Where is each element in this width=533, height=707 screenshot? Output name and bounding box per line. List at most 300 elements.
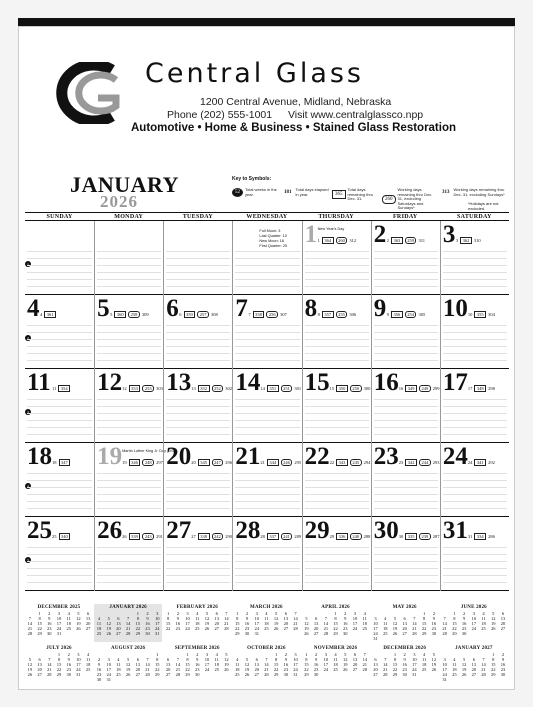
- days-remaining: 352: [198, 385, 210, 392]
- mini-day: 19: [431, 662, 437, 667]
- mini-day: 30: [431, 631, 437, 636]
- mini-day: 11: [333, 657, 338, 662]
- days-elapsed: 31: [467, 534, 473, 539]
- writing-line: [305, 325, 369, 326]
- writing-line: [305, 420, 369, 421]
- day-cell[interactable]: [25, 443, 94, 517]
- day-number: 22: [304, 443, 330, 470]
- mini-calendar-title: MARCH 2026: [250, 605, 283, 610]
- writing-line: [374, 568, 438, 569]
- day-cell[interactable]: [232, 517, 301, 591]
- writing-line: [97, 561, 161, 562]
- mini-day: 15: [304, 662, 309, 667]
- day-cell[interactable]: [371, 295, 440, 369]
- mini-day: 14: [175, 662, 181, 667]
- mini-day: 7: [176, 657, 179, 662]
- mini-day: 20: [85, 621, 91, 626]
- mini-day: 25: [235, 672, 240, 677]
- key-text: Total weeks in the year.: [245, 187, 277, 197]
- mini-day: 5: [77, 611, 80, 616]
- mini-day: 25: [452, 672, 457, 677]
- day-cell[interactable]: [440, 443, 509, 517]
- day-cell[interactable]: [302, 517, 371, 591]
- mini-day: 8: [492, 657, 495, 662]
- writing-line: [235, 575, 299, 576]
- writing-line: [235, 473, 299, 474]
- mini-day: 24: [185, 626, 190, 631]
- mini-day: 5: [225, 652, 228, 657]
- mini-day: 17: [412, 662, 417, 667]
- day-counters: [456, 237, 481, 244]
- writing-line: [305, 360, 369, 361]
- workdays-excl-sundays: 298: [488, 386, 495, 391]
- day-number: 27: [166, 517, 192, 544]
- day-cell[interactable]: [371, 443, 440, 517]
- writing-line: [443, 420, 507, 421]
- day-cell[interactable]: [94, 369, 163, 443]
- mini-day: 7: [384, 657, 387, 662]
- company-website[interactable]: Visit www.centralglassco.npp: [287, 109, 424, 121]
- writing-line: [27, 420, 92, 421]
- mini-day: 26: [27, 672, 33, 677]
- mini-day: 30: [461, 631, 467, 636]
- days-remaining: 361: [44, 311, 56, 318]
- day-number: 24: [442, 443, 468, 470]
- weekday-header: [25, 212, 509, 221]
- mini-day: 9: [196, 657, 199, 662]
- writing-line: [443, 554, 507, 555]
- mini-day: 24: [293, 667, 298, 672]
- mini-calendar-title: JUNE 2026: [460, 605, 487, 610]
- writing-line: [305, 568, 369, 569]
- mini-day: 19: [125, 667, 131, 672]
- mini-day: 23: [195, 667, 200, 672]
- writing-line: [443, 265, 507, 266]
- key-note: *Holidays are not excluded.: [468, 201, 499, 211]
- writing-line: [305, 339, 369, 340]
- mini-day: 5: [274, 611, 278, 616]
- mini-calendar-title: AUGUST 2026: [111, 646, 146, 651]
- day-cell[interactable]: [232, 443, 301, 517]
- day-counters: [191, 533, 232, 540]
- day-cell[interactable]: [163, 369, 232, 443]
- mini-day: 16: [244, 621, 250, 626]
- day-number: 19: [97, 443, 123, 470]
- day-cell[interactable]: [94, 517, 163, 591]
- mini-day: 21: [27, 626, 33, 631]
- days-remaining: 347: [59, 459, 71, 466]
- writing-line: [374, 582, 438, 583]
- mini-day: 19: [76, 621, 81, 626]
- mini-day: 2: [284, 652, 287, 657]
- days-elapsed: 3: [455, 238, 459, 243]
- mini-day: 21: [264, 667, 269, 672]
- workdays-remaining: 239: [419, 533, 431, 540]
- day-cell[interactable]: [232, 295, 301, 369]
- day-cell[interactable]: [94, 295, 163, 369]
- writing-line: [305, 251, 369, 252]
- mini-day: 5: [432, 652, 435, 657]
- mini-day: 13: [214, 616, 219, 621]
- mini-day: 19: [491, 621, 496, 626]
- week-number: 5: [25, 557, 31, 563]
- day-cell[interactable]: [25, 369, 94, 443]
- mini-calendar-grid: [371, 611, 439, 641]
- writing-line: [305, 346, 369, 347]
- mini-day: 25: [214, 667, 219, 672]
- mini-day: 24: [76, 667, 81, 672]
- writing-line: [27, 399, 92, 400]
- mini-day: 5: [462, 657, 466, 662]
- mini-day: 25: [333, 667, 338, 672]
- day-counters: [191, 459, 232, 466]
- writing-line: [235, 286, 299, 287]
- day-cell[interactable]: [232, 369, 301, 443]
- mini-day: 10: [204, 657, 210, 662]
- workdays-excl-sundays: 293: [432, 460, 440, 465]
- writing-line: [166, 554, 230, 555]
- mini-calendar: [371, 645, 439, 683]
- mini-day: 11: [214, 657, 219, 662]
- mini-day: 21: [125, 626, 131, 631]
- mini-day: 16: [145, 621, 150, 626]
- day-cell[interactable]: [94, 443, 178, 517]
- workdays-remaining: 245: [350, 459, 362, 466]
- mini-day: 28: [323, 631, 329, 636]
- mini-day: 15: [37, 621, 42, 626]
- day-cell[interactable]: [232, 221, 301, 295]
- mini-day: 24: [254, 626, 259, 631]
- writing-line: [166, 494, 230, 495]
- mini-day: 19: [106, 626, 111, 631]
- writing-line: [97, 286, 161, 287]
- day-number: 4: [27, 295, 40, 322]
- mini-day: 9: [432, 616, 435, 621]
- mini-day: 11: [362, 616, 367, 621]
- mini-day: 6: [136, 657, 139, 662]
- mini-day: 22: [165, 626, 171, 631]
- mini-day: 19: [461, 667, 467, 672]
- writing-line: [166, 427, 230, 428]
- mini-day: 7: [225, 611, 228, 616]
- mini-calendar: [25, 604, 93, 642]
- day-cell[interactable]: [440, 295, 509, 369]
- mini-day: 29: [273, 672, 279, 677]
- workdays-remaining: 258: [128, 311, 140, 318]
- writing-line: [443, 353, 507, 354]
- days-remaining: 358: [253, 311, 265, 318]
- day-cell[interactable]: [302, 221, 371, 295]
- mini-day: 3: [294, 652, 297, 657]
- days-remaining: 344: [267, 459, 279, 466]
- writing-line: [27, 554, 92, 555]
- mini-day: 17: [352, 621, 358, 626]
- mini-day: 21: [323, 626, 329, 631]
- writing-line: [166, 353, 230, 354]
- workdays-remaining: 252: [212, 385, 224, 392]
- mini-day: 29: [392, 672, 398, 677]
- mini-day: 2: [146, 611, 149, 616]
- key-text: Working days remaining thru Dec. 31, excluding Saturdays and Sundays*: [397, 187, 433, 210]
- moon-phases: [259, 229, 287, 249]
- days-remaining: 338: [198, 533, 210, 540]
- workdays-excl-sundays: 312: [349, 238, 357, 243]
- day-cell[interactable]: [25, 517, 94, 591]
- writing-line: [235, 339, 299, 340]
- mini-calendar-title: FEBRUARY 2026: [176, 605, 218, 610]
- mini-day: 17: [323, 662, 329, 667]
- mini-day: 1: [453, 611, 456, 616]
- mini-day: 4: [117, 657, 120, 662]
- day-number: 6: [166, 295, 179, 322]
- day-cell[interactable]: [25, 221, 94, 295]
- weekday-label: TUESDAY: [182, 214, 213, 220]
- day-number: 31: [442, 517, 468, 544]
- writing-line: [305, 332, 369, 333]
- writing-line: [27, 360, 92, 361]
- mini-day: 2: [344, 611, 347, 616]
- writing-line: [374, 473, 438, 474]
- days-elapsed: 5: [110, 312, 113, 317]
- mini-day: 6: [472, 657, 475, 662]
- writing-line: [305, 575, 369, 576]
- days-remaining: 346: [129, 459, 141, 466]
- mini-day: 25: [66, 626, 71, 631]
- mini-day: 28: [145, 672, 150, 677]
- mini-day: 3: [324, 652, 327, 657]
- day-cell[interactable]: [440, 221, 509, 295]
- writing-line: [443, 561, 507, 562]
- mini-day: 3: [255, 611, 258, 616]
- mini-calendar: [25, 645, 93, 683]
- writing-line: [374, 339, 438, 340]
- mini-day: 6: [374, 657, 377, 662]
- mini-day: 14: [27, 621, 33, 626]
- company-phone: Phone (202) 555-1001: [167, 109, 273, 121]
- writing-line: [166, 568, 230, 569]
- day-counters: [468, 459, 495, 466]
- mini-day: 15: [273, 662, 279, 667]
- mini-day: 24: [155, 626, 160, 631]
- writing-line: [235, 547, 299, 548]
- days-remaining: 351: [267, 385, 279, 392]
- mini-day: 14: [145, 662, 150, 667]
- mini-day: 4: [87, 652, 90, 657]
- writing-line: [443, 434, 507, 435]
- workdays-remaining: 242: [212, 533, 224, 540]
- mini-day: 12: [76, 616, 81, 621]
- mini-day: 20: [313, 626, 319, 631]
- writing-line: [166, 360, 230, 361]
- mini-day: 30: [500, 672, 506, 677]
- mini-day: 11: [264, 616, 269, 621]
- mini-day: 4: [215, 652, 218, 657]
- day-cell[interactable]: [302, 295, 371, 369]
- day-number: 5: [97, 295, 110, 322]
- writing-line: [374, 258, 438, 259]
- mini-day: 18: [452, 667, 457, 672]
- day-cell[interactable]: [302, 443, 371, 517]
- mini-day: 9: [462, 616, 466, 621]
- month-grid: [25, 212, 509, 592]
- day-number: 3: [442, 221, 456, 248]
- mini-calendar-grid: [440, 652, 508, 682]
- writing-line: [27, 547, 92, 548]
- mini-day: 23: [66, 667, 71, 672]
- day-cell[interactable]: [25, 295, 94, 369]
- writing-line: [166, 346, 230, 347]
- mini-day: 22: [135, 626, 141, 631]
- mini-calendar: [371, 604, 439, 642]
- mini-day: 27: [85, 626, 91, 631]
- mini-day: 10: [254, 616, 259, 621]
- mini-day: 25: [96, 631, 102, 636]
- mini-day: 6: [284, 611, 287, 616]
- mini-day: 6: [215, 611, 218, 616]
- mini-day: 23: [343, 626, 348, 631]
- writing-line: [443, 279, 507, 280]
- mini-day: 28: [481, 672, 486, 677]
- day-cell[interactable]: [163, 517, 232, 591]
- day-counters: [191, 385, 232, 392]
- mini-day: 27: [471, 672, 477, 677]
- writing-line: [97, 360, 161, 361]
- mini-calendar-title: SEPTEMBER 2026: [174, 646, 220, 651]
- writing-line: [443, 568, 507, 569]
- mini-day: 6: [87, 611, 90, 616]
- mini-day: 23: [313, 667, 319, 672]
- days-remaining: 353: [129, 385, 141, 392]
- mini-day: 21: [224, 621, 229, 626]
- days-elapsed: 23: [398, 460, 404, 465]
- days-elapsed: 25: [52, 534, 57, 539]
- mini-day: 13: [254, 662, 259, 667]
- day-number: 17: [442, 369, 468, 396]
- day-number: 26: [97, 517, 123, 544]
- days-remaining: 362: [460, 237, 472, 244]
- week-row: [25, 221, 509, 295]
- days-remaining: 341: [474, 459, 486, 466]
- writing-line: [97, 339, 161, 340]
- mini-day: 3: [77, 652, 80, 657]
- company-address: 1200 Central Avenue, Midland, Nebraska: [200, 96, 392, 108]
- mini-day: 19: [304, 626, 309, 631]
- mini-day: 18: [362, 621, 367, 626]
- day-cell[interactable]: [163, 443, 232, 517]
- day-counters: [260, 385, 301, 392]
- day-number: 23: [373, 443, 399, 470]
- mini-day: 21: [362, 662, 367, 667]
- mini-calendar-title: JANUARY 2027: [455, 646, 493, 651]
- mini-day: 10: [185, 616, 190, 621]
- mini-day: 4: [236, 657, 239, 662]
- writing-line: [27, 406, 92, 407]
- writing-line: [97, 508, 161, 509]
- day-cell[interactable]: [163, 295, 232, 369]
- mini-day: 25: [85, 667, 91, 672]
- mini-day: 15: [185, 662, 190, 667]
- day-cell[interactable]: [440, 369, 509, 443]
- mini-day: 8: [422, 616, 426, 621]
- days-elapsed: 14: [260, 386, 265, 391]
- writing-line: [166, 473, 230, 474]
- writing-line: [27, 434, 92, 435]
- mini-day: 1: [136, 611, 139, 616]
- mini-calendar-grid: [302, 611, 370, 636]
- mini-calendar: [302, 645, 370, 683]
- mini-day: 9: [176, 616, 179, 621]
- workdays-remaining: 255: [336, 311, 348, 318]
- writing-line: [27, 258, 92, 259]
- workdays-remaining: 250: [350, 385, 362, 392]
- mini-day: 11: [383, 621, 388, 626]
- mini-day: 23: [283, 667, 289, 672]
- writing-line: [235, 427, 299, 428]
- writing-line: [235, 434, 299, 435]
- writing-line: [305, 561, 369, 562]
- day-number: 9: [373, 295, 387, 322]
- mini-day: 4: [265, 611, 268, 616]
- day-number: 11: [27, 369, 51, 396]
- day-cell[interactable]: [371, 221, 440, 295]
- mini-day: 8: [274, 657, 278, 662]
- mini-day: 6: [38, 657, 41, 662]
- key-badge: 52: [232, 188, 243, 197]
- day-cell[interactable]: [94, 221, 163, 295]
- mini-day: 27: [37, 672, 42, 677]
- workdays-excl-sundays: 297: [156, 460, 163, 465]
- day-cell[interactable]: [371, 369, 440, 443]
- workdays-excl-sundays: 309: [141, 312, 149, 317]
- mini-day: 30: [283, 672, 289, 677]
- days-elapsed: 11: [52, 386, 57, 391]
- mini-day: 12: [392, 621, 398, 626]
- mini-day: 20: [402, 626, 407, 631]
- mini-calendar-grid: [94, 652, 162, 682]
- mini-day: 17: [254, 621, 259, 626]
- mini-day: 31: [254, 631, 259, 636]
- workdays-excl-sundays: 295: [294, 460, 302, 465]
- mini-day: 29: [185, 672, 190, 677]
- moon-phase: First Quarter: 25: [259, 244, 288, 248]
- mini-day: 20: [135, 667, 141, 672]
- workdays-excl-sundays: 308: [211, 312, 218, 317]
- key-text: Total days elapsed in year.: [295, 187, 329, 197]
- mini-day: 1: [236, 611, 239, 616]
- mini-day: 30: [313, 672, 319, 677]
- workdays-excl-sundays: 291: [156, 534, 163, 539]
- workdays-excl-sundays: 307: [280, 312, 287, 317]
- mini-day: 2: [196, 652, 199, 657]
- mini-day: 29: [135, 631, 141, 636]
- mini-day: 3: [186, 611, 189, 616]
- mini-day: 27: [165, 672, 171, 677]
- mini-day: 28: [27, 631, 33, 636]
- mini-day: 28: [362, 667, 367, 672]
- day-cell[interactable]: [371, 517, 440, 591]
- writing-line: [305, 286, 369, 287]
- days-elapsed: 10: [467, 312, 473, 317]
- day-cell[interactable]: [163, 221, 232, 295]
- writing-line: [27, 265, 92, 266]
- mini-day: 14: [442, 621, 447, 626]
- mini-day: 21: [481, 667, 486, 672]
- days-elapsed: 22: [329, 460, 335, 465]
- day-cell[interactable]: [302, 369, 371, 443]
- day-cell[interactable]: [440, 517, 509, 591]
- mini-calendar-grid: [232, 611, 300, 636]
- workdays-excl-sundays: 311: [418, 238, 426, 243]
